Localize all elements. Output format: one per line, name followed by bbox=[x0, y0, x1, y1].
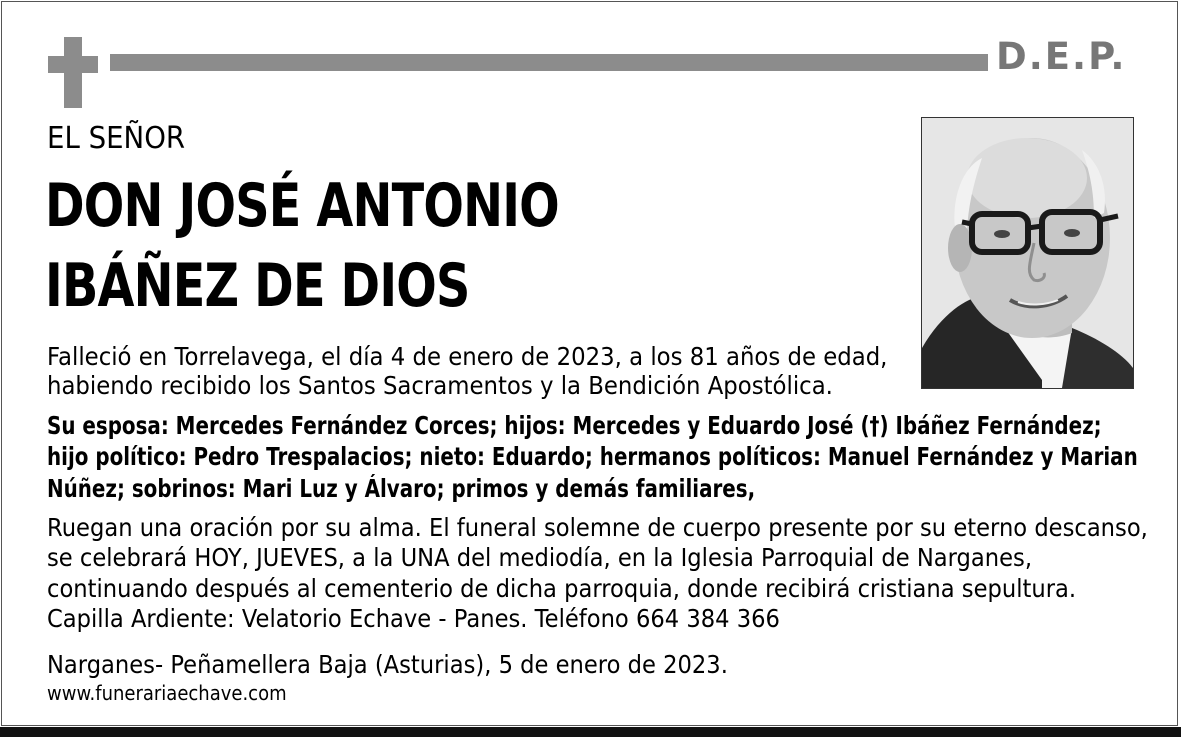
death-line: habiendo recibido los Santos Sacramentos y la Bendición Apostólica. bbox=[47, 371, 833, 400]
deceased-name-line-1: DON JOSÉ ANTONIO bbox=[45, 171, 559, 241]
header-rule bbox=[110, 54, 988, 71]
website-link[interactable]: www.funerariaechave.com bbox=[47, 681, 287, 705]
honorific: EL SEÑOR bbox=[47, 121, 186, 156]
funeral-line: Capilla Ardiente: Velatorio Echave - Panes. Teléfono 664 384 366 bbox=[47, 604, 780, 633]
dep-label: D.E.P. bbox=[996, 35, 1127, 78]
deceased-portrait bbox=[921, 117, 1134, 389]
cross-icon bbox=[48, 37, 98, 108]
family-line: Núñez; sobrinos: Mari Luz y Álvaro; primos y demás familiares, bbox=[47, 474, 756, 503]
funeral-line: continuando después al cementerio de dicha parroquia, donde recibirá cristiana sepultura. bbox=[47, 574, 1077, 603]
death-line: Falleció en Torrelavega, el día 4 de enero de 2023, a los 81 años de edad, bbox=[47, 342, 888, 371]
deceased-name-line-2: IBÁÑEZ DE DIOS bbox=[45, 251, 470, 321]
family-line: Su esposa: Mercedes Fernández Corces; hijos: Mercedes y Eduardo José (†) Ibáñez Fernández; bbox=[47, 411, 1102, 440]
bottom-rule bbox=[0, 727, 1181, 737]
family-line: hijo político: Pedro Trespalacios; nieto: Eduardo; hermanos políticos: Manuel Fernández y Marian bbox=[47, 442, 1138, 471]
funeral-line: Ruegan una oración por su alma. El funeral solemne de cuerpo presente por su eterno descanso, bbox=[47, 513, 1148, 542]
funeral-line: se celebrará HOY, JUEVES, a la UNA del mediodía, en la Iglesia Parroquial de Narganes, bbox=[47, 543, 1033, 572]
place-date: Narganes- Peñamellera Baja (Asturias), 5 de enero de 2023. bbox=[47, 650, 728, 679]
